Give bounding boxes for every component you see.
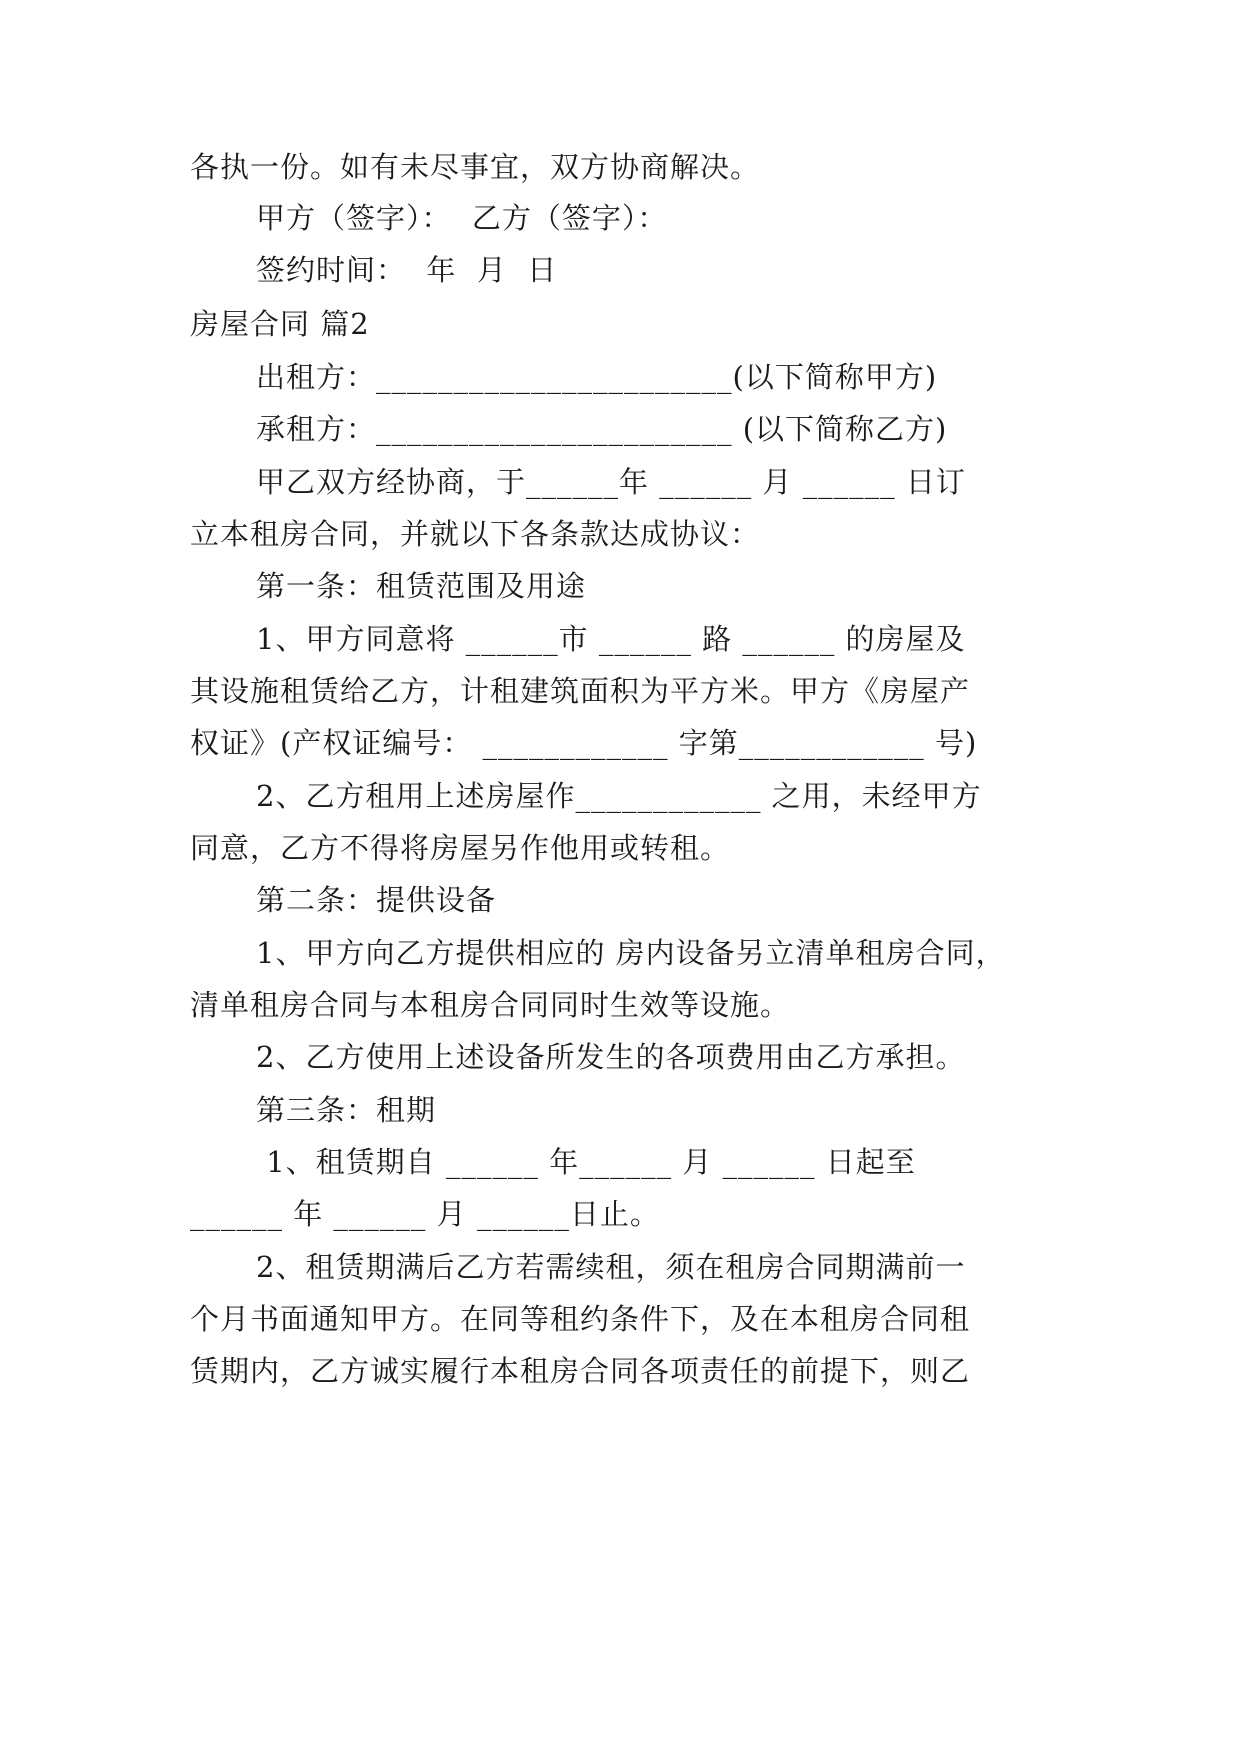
paragraph-line: 1、租赁期自 ______ 年______ 月 ______ 日起至 <box>256 1145 916 1179</box>
paragraph-line: 各执一份。如有未尽事宜，双方协商解决。 <box>190 150 761 184</box>
paragraph-line: 立本租房合同，并就以下各条款达成协议： <box>190 517 761 551</box>
paragraph-line: 甲乙双方经协商，于______年 ______ 月 ______ 日订 <box>256 465 966 499</box>
signature-line: 甲方（签字）： 乙方（签字）： <box>256 201 668 235</box>
paragraph-line: 1、甲方同意将 ______市 ______ 路 ______ 的房屋及 <box>256 622 966 656</box>
article-heading: 第二条：提供设备 <box>256 883 497 917</box>
paragraph-line: 个月书面通知甲方。在同等租约条件下，及在本租房合同租 <box>190 1302 971 1336</box>
paragraph-line: 同意，乙方不得将房屋另作他用或转租。 <box>190 831 731 865</box>
paragraph-line: ______ 年 ______ 月 ______日止。 <box>190 1197 660 1231</box>
paragraph-line: 2、租赁期满后乙方若需续租，须在租房合同期满前一 <box>256 1250 966 1284</box>
paragraph-line: 权证》(产权证编号： ____________ 字第____________ 号) <box>190 726 978 760</box>
signing-date-line: 签约时间： 年 月 日 <box>256 253 558 287</box>
paragraph-line: 2、乙方租用上述房屋作____________ 之用，未经甲方 <box>256 779 982 813</box>
lessor-line: 出租方：_______________________(以下简称甲方) <box>256 360 938 394</box>
paragraph-line: 赁期内，乙方诚实履行本租房合同各项责任的前提下，则乙 <box>190 1354 971 1388</box>
paragraph-line: 1、甲方向乙方提供相应的 房内设备另立清单租房合同， <box>256 936 1006 970</box>
paragraph-line: 清单租房合同与本租房合同同时生效等设施。 <box>190 988 791 1022</box>
paragraph-line: 其设施租赁给乙方，计租建筑面积为平方米。甲方《房屋产 <box>190 674 971 708</box>
section-title: 房屋合同 篇2 <box>190 307 370 341</box>
paragraph-line: 2、乙方使用上述设备所发生的各项费用由乙方承担。 <box>256 1040 966 1074</box>
article-heading: 第一条：租赁范围及用途 <box>256 569 587 603</box>
lessee-line: 承租方：_______________________ (以下简称乙方) <box>256 412 948 446</box>
article-heading: 第三条：租期 <box>256 1093 437 1127</box>
